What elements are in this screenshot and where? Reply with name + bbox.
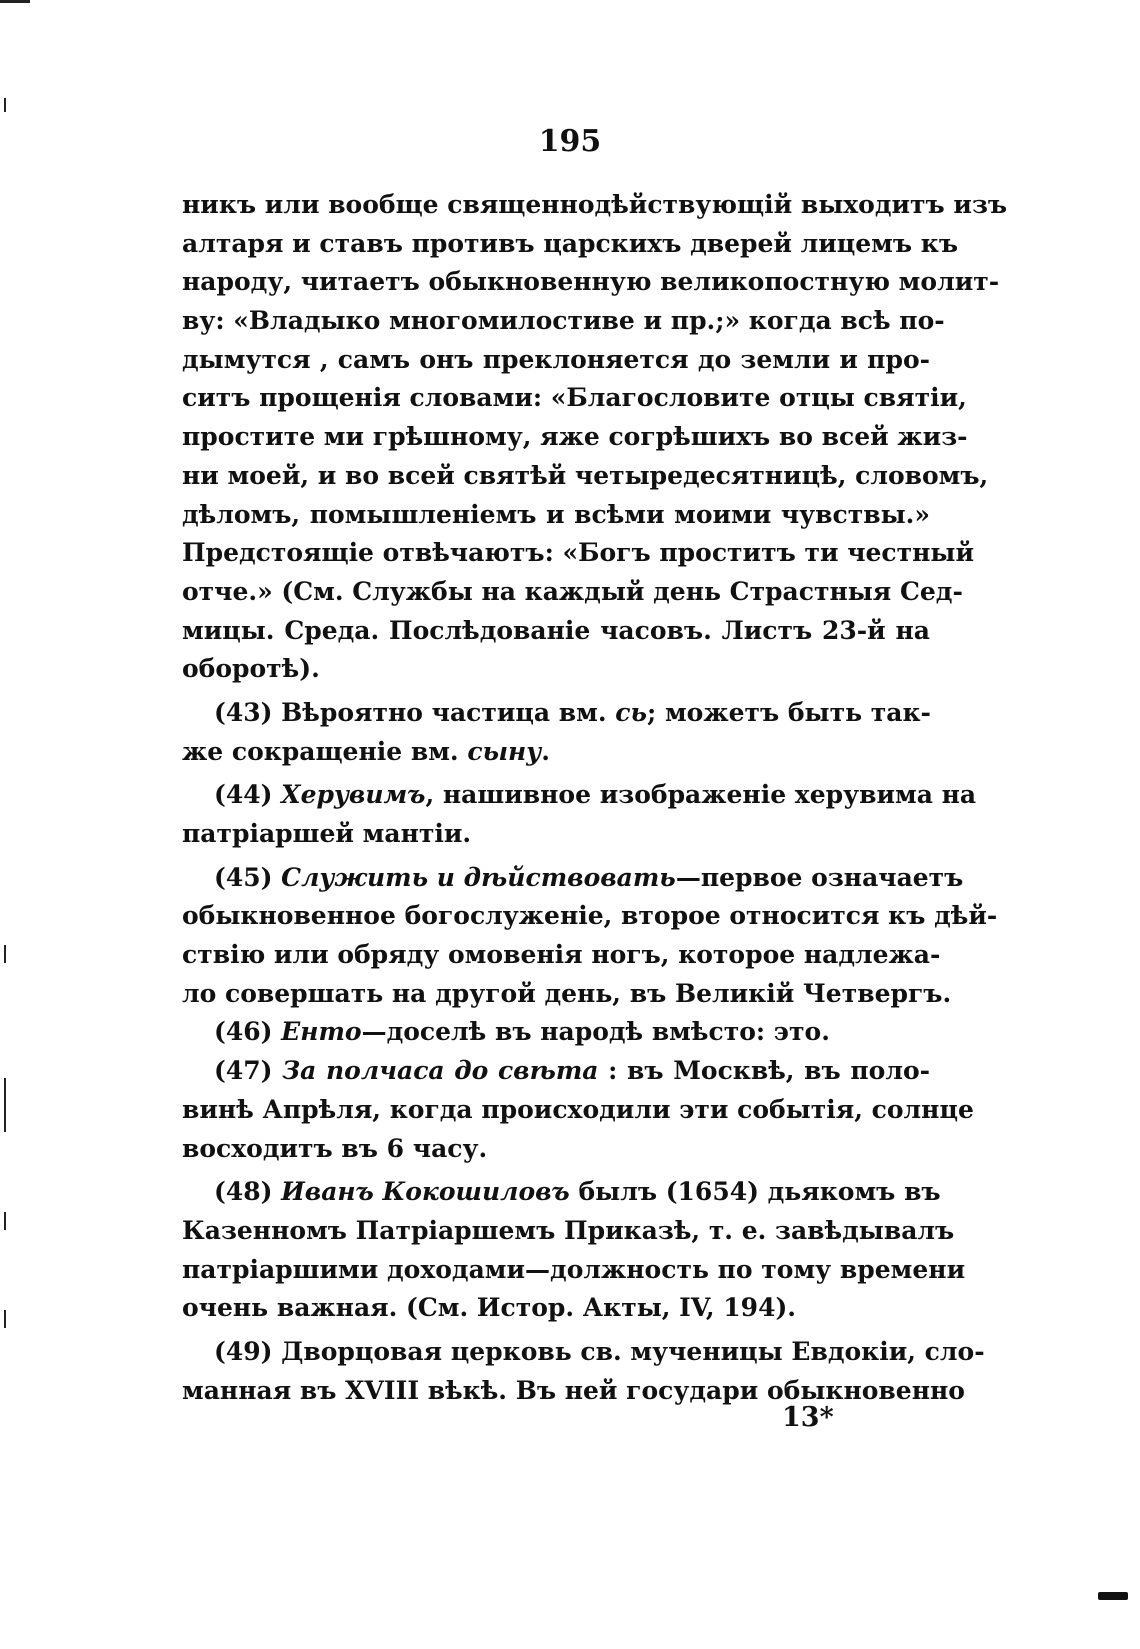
note-48-line: (48) Иванъ Кокошиловъ былъ (1654) дьякомъ въ	[214, 1177, 941, 1207]
margin-mark	[4, 1078, 6, 1132]
text-line: ву: «Владыко многомилостиве и пр.;» когда всѣ по-	[182, 306, 945, 336]
text-line: никъ или вообще священнодѣйствующій выходитъ изъ	[182, 190, 1008, 219]
note-45-line: обыкновенное богослуженіе, второе относится къ дѣй-	[182, 901, 998, 931]
note-49-line: (49) Дворцовая церковь св. мученицы Евдокіи, сло-	[214, 1336, 985, 1366]
note-43-line: (43) Вѣроятно частица вм. сь; можетъ быть так-	[214, 697, 931, 727]
note-47-line: восходитъ въ 6 часу.	[182, 1133, 488, 1163]
margin-mark	[4, 1212, 6, 1230]
margin-mark	[4, 945, 6, 963]
note-46-line: (46) Енто—доселѣ въ народѣ вмѣсто: это.	[214, 1017, 830, 1047]
note-48-line: патріаршими доходами—должность по тому времени	[182, 1254, 966, 1284]
text-line: Предстоящіе отвѣчаютъ: «Богъ проститъ ти честный	[182, 538, 975, 568]
text-line: дѣломъ, помышленіемъ и всѣми моими чувствы.»	[182, 499, 930, 529]
note-44-line: патріаршей мантіи.	[182, 819, 472, 848]
printer-signature-mark: 13*	[782, 1402, 834, 1433]
note-48-line: Казенномъ Патріаршемъ Приказѣ, т. е. завѣдывалъ	[182, 1215, 955, 1245]
page-body	[182, 186, 1008, 1410]
note-48-line: очень важная. (См. Истор. Акты, IV, 194).	[182, 1293, 797, 1323]
text-line: оборотѣ).	[182, 654, 320, 684]
note-43-line: же сокращеніе вм. сыну.	[182, 736, 550, 766]
scan-corner-mark	[0, 0, 30, 3]
margin-mark	[4, 1310, 6, 1328]
text-line: ситъ прощенія словами: «Благословите отцы святіи,	[182, 383, 967, 413]
text-line: народу, читаетъ обыкновенную великопостную молит-	[182, 267, 1000, 297]
margin-mark	[4, 98, 6, 112]
note-45-line: (45) Служить и дѣйствовать—первое означаетъ	[214, 862, 964, 892]
note-44-line: (44) Херувимъ, нашивное изображеніе херувима на	[214, 780, 977, 810]
note-45-line: ствію или обряду омовенія ногъ, которое надлежа-	[182, 940, 941, 970]
text-line: ни моей, и во всей святѣй четыредесятницѣ, словомъ,	[182, 460, 989, 490]
note-45-line: ло совершать на другой день, въ Великій Четвергъ.	[182, 978, 952, 1008]
note-47-line: винѣ Апрѣля, когда происходили эти событія, солнце	[182, 1094, 974, 1124]
page-number: 195	[538, 124, 602, 159]
text-line: алтаря и ставъ противъ царскихъ дверей лицемъ къ	[182, 228, 959, 258]
text-line: мицы. Среда. Послѣдованіе часовъ. Листъ 23-й на	[182, 615, 930, 645]
text-line: дымутся , самъ онъ преклоняется до земли и про-	[182, 344, 930, 374]
text-line: отче.» (См. Службы на каждый день Страстныя Сед-	[182, 576, 963, 606]
scan-edge-mark	[1098, 1592, 1128, 1600]
text-line: простите ми грѣшному, яже согрѣшихъ во всей жиз-	[182, 422, 968, 452]
note-47-line: (47) За полчаса до свѣта : въ Москвѣ, въ поло-	[214, 1056, 930, 1086]
note-49-line: манная въ XVIII вѣкѣ. Въ ней государи обыкновенно	[182, 1375, 965, 1405]
